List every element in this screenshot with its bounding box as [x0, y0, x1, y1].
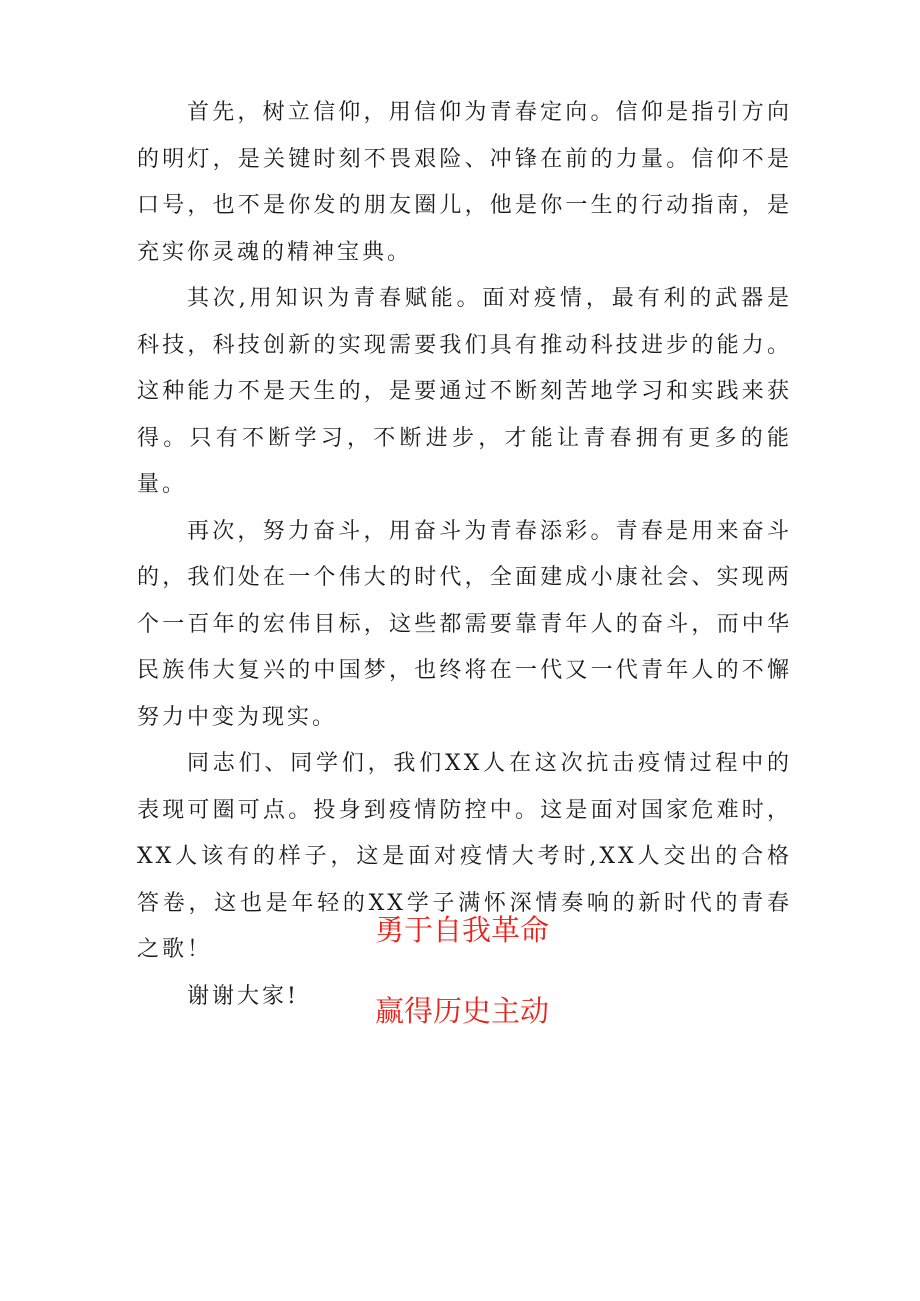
paragraph-knowledge: 其次,用知识为青春赋能。面对疫情，最有利的武器是科技，科技创新的实现需要我们具有推动科技进步的能力。这种能力不是天生的，是要通过不断刻苦地学习和实践来获得。只有不断学习，不断进步，才能让青春拥有更多的能量。 — [137, 286, 792, 497]
slogan-self-revolution: 勇于自我革命 — [374, 913, 549, 947]
paragraph-address: 同志们、同学们，我们XX人在这次抗击疫情过程中的表现可圈可点。投身到疫情防控中。这是面对国家危难时，XX人该有的样子，这是面对疫情大考时,XX人交出的合格答卷，这也是年轻的XX学子满怀深情奏响的新时代的青春之歌！ — [137, 751, 792, 962]
paragraph-belief: 首先，树立信仰，用信仰为青春定向。信仰是指引方向的明灯，是关键时刻不畏艰险、冲锋在前的力量。信仰不是口号，也不是你发的朋友圈儿，他是你一生的行动指南，是充实你灵魂的精神宝典。 — [137, 100, 792, 265]
paragraph-thanks: 谢谢大家! — [187, 983, 299, 1009]
body-text — [137, 90, 792, 1020]
paragraph-struggle: 再次，努力奋斗，用奋斗为青春添彩。青春是用来奋斗的，我们处在一个伟大的时代，全面建成小康社会、实现两个一百年的宏伟目标，这些都需要靠青年人的奋斗，而中华民族伟大复兴的中国梦，也终将在一代又一代青年人的不懈努力中变为现实。 — [137, 518, 792, 730]
slogan-historical-initiative: 赢得历史主动 — [374, 994, 549, 1028]
